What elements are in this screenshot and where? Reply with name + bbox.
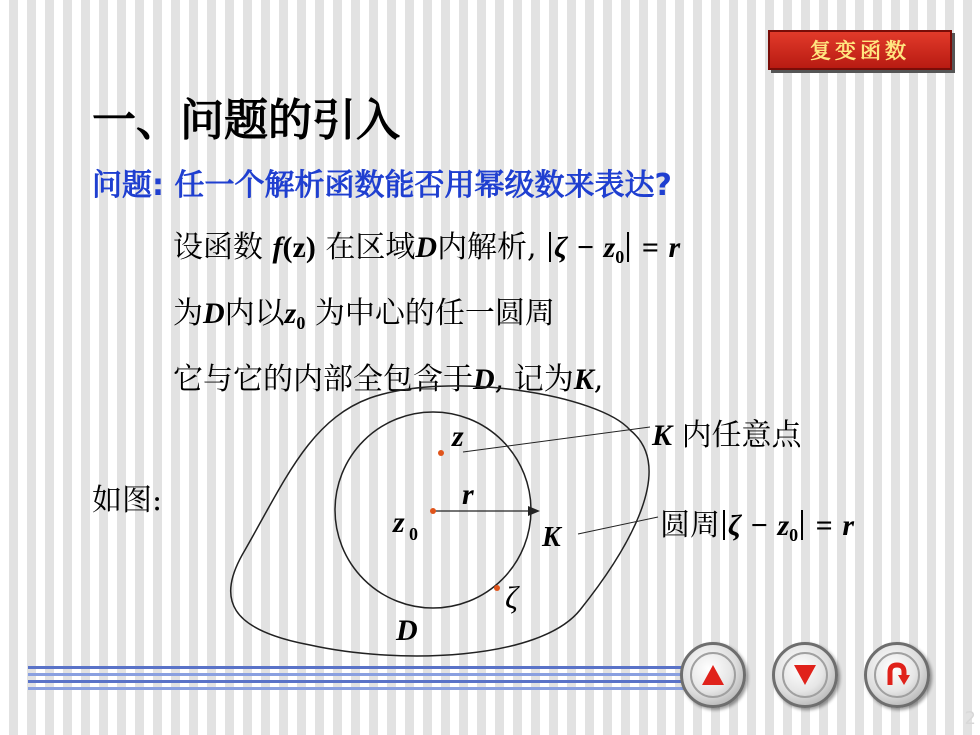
label-r: r [462, 478, 474, 511]
next-slide-button-inner [782, 652, 828, 698]
line3-mid: , 记为 [494, 362, 574, 397]
label-D: D [396, 614, 418, 647]
annotation-circle-prefix: 圆周 [660, 508, 720, 543]
prev-slide-button-inner [690, 652, 736, 698]
annotation-point-K: K [652, 419, 673, 452]
label-K: K [542, 522, 561, 553]
line2-suffix: 为中心的任一圆周 [314, 296, 555, 331]
course-badge-label: 复变函数 [810, 38, 910, 63]
return-button-inner [874, 652, 920, 698]
annotation-circle-zeta: ζ [728, 509, 742, 542]
line1-mid: 在区域 [325, 230, 416, 265]
prev-slide-button[interactable] [680, 642, 746, 708]
label-z0-sub: 0 [409, 524, 418, 544]
line2-mid: 内以 [224, 296, 285, 331]
line1-z: z [603, 231, 616, 264]
point-zeta [494, 585, 500, 591]
label-zeta: ζ [505, 579, 518, 615]
footer-rule-4 [28, 687, 688, 690]
label-z0: z [393, 506, 405, 539]
label-z: z [452, 420, 464, 453]
annotation-circle [660, 500, 854, 546]
annotation-circle-z: z [777, 509, 790, 542]
point-z0 [430, 508, 436, 514]
line1-prefix: 设函数 [173, 230, 263, 265]
page-number: 2 [964, 708, 976, 729]
annotation-circle-eq: = [815, 509, 833, 542]
return-button[interactable] [864, 642, 930, 708]
line1-fz: (z) [282, 231, 316, 264]
line2-zero: 0 [296, 313, 306, 333]
footer-rule-2 [28, 673, 688, 676]
line1-zero: 0 [615, 247, 625, 267]
footer-rule-3 [28, 680, 688, 683]
leader-line-circle [578, 517, 658, 534]
region-D-outline [231, 386, 649, 656]
down-arrow-icon [792, 662, 818, 688]
next-slide-button[interactable] [772, 642, 838, 708]
annotation-circle-minus: − [750, 509, 768, 542]
annotation-circle-r: r [842, 509, 855, 542]
line1-eq: = [641, 231, 659, 264]
point-z [438, 450, 444, 456]
line3-K: K [573, 363, 594, 396]
line1-zeta: ζ [554, 231, 568, 264]
line1-f: f [272, 231, 283, 264]
line2-z: z [284, 297, 297, 330]
radius-arrowhead [528, 506, 540, 516]
footer-rule-1 [28, 666, 688, 669]
line1-minus: − [576, 231, 595, 264]
figure-label: 如图: [92, 483, 163, 518]
annotation-circle-zero: 0 [789, 525, 799, 545]
line2-D: D [203, 297, 225, 330]
line1-r: r [668, 231, 681, 264]
annotation-point-text: 内任意点 [681, 418, 802, 453]
line1-suffix: 内解析, [437, 230, 537, 265]
line3-D: D [473, 363, 495, 396]
line2-prefix: 为 [173, 296, 203, 331]
line3-prefix: 它与它的内部全包含于 [173, 362, 473, 397]
line3-suffix: , [593, 362, 604, 397]
up-arrow-icon [700, 662, 726, 688]
return-icon [883, 661, 911, 689]
line1-D: D [415, 231, 438, 264]
annotation-abs-bar-right [801, 510, 803, 540]
annotation-point [652, 410, 802, 454]
page-title: 一、问题的引入 [92, 95, 400, 146]
question-text: 问题: 任一个解析函数能否用幂级数来表达? [92, 168, 672, 203]
annotation-abs-bar-left [723, 510, 725, 540]
